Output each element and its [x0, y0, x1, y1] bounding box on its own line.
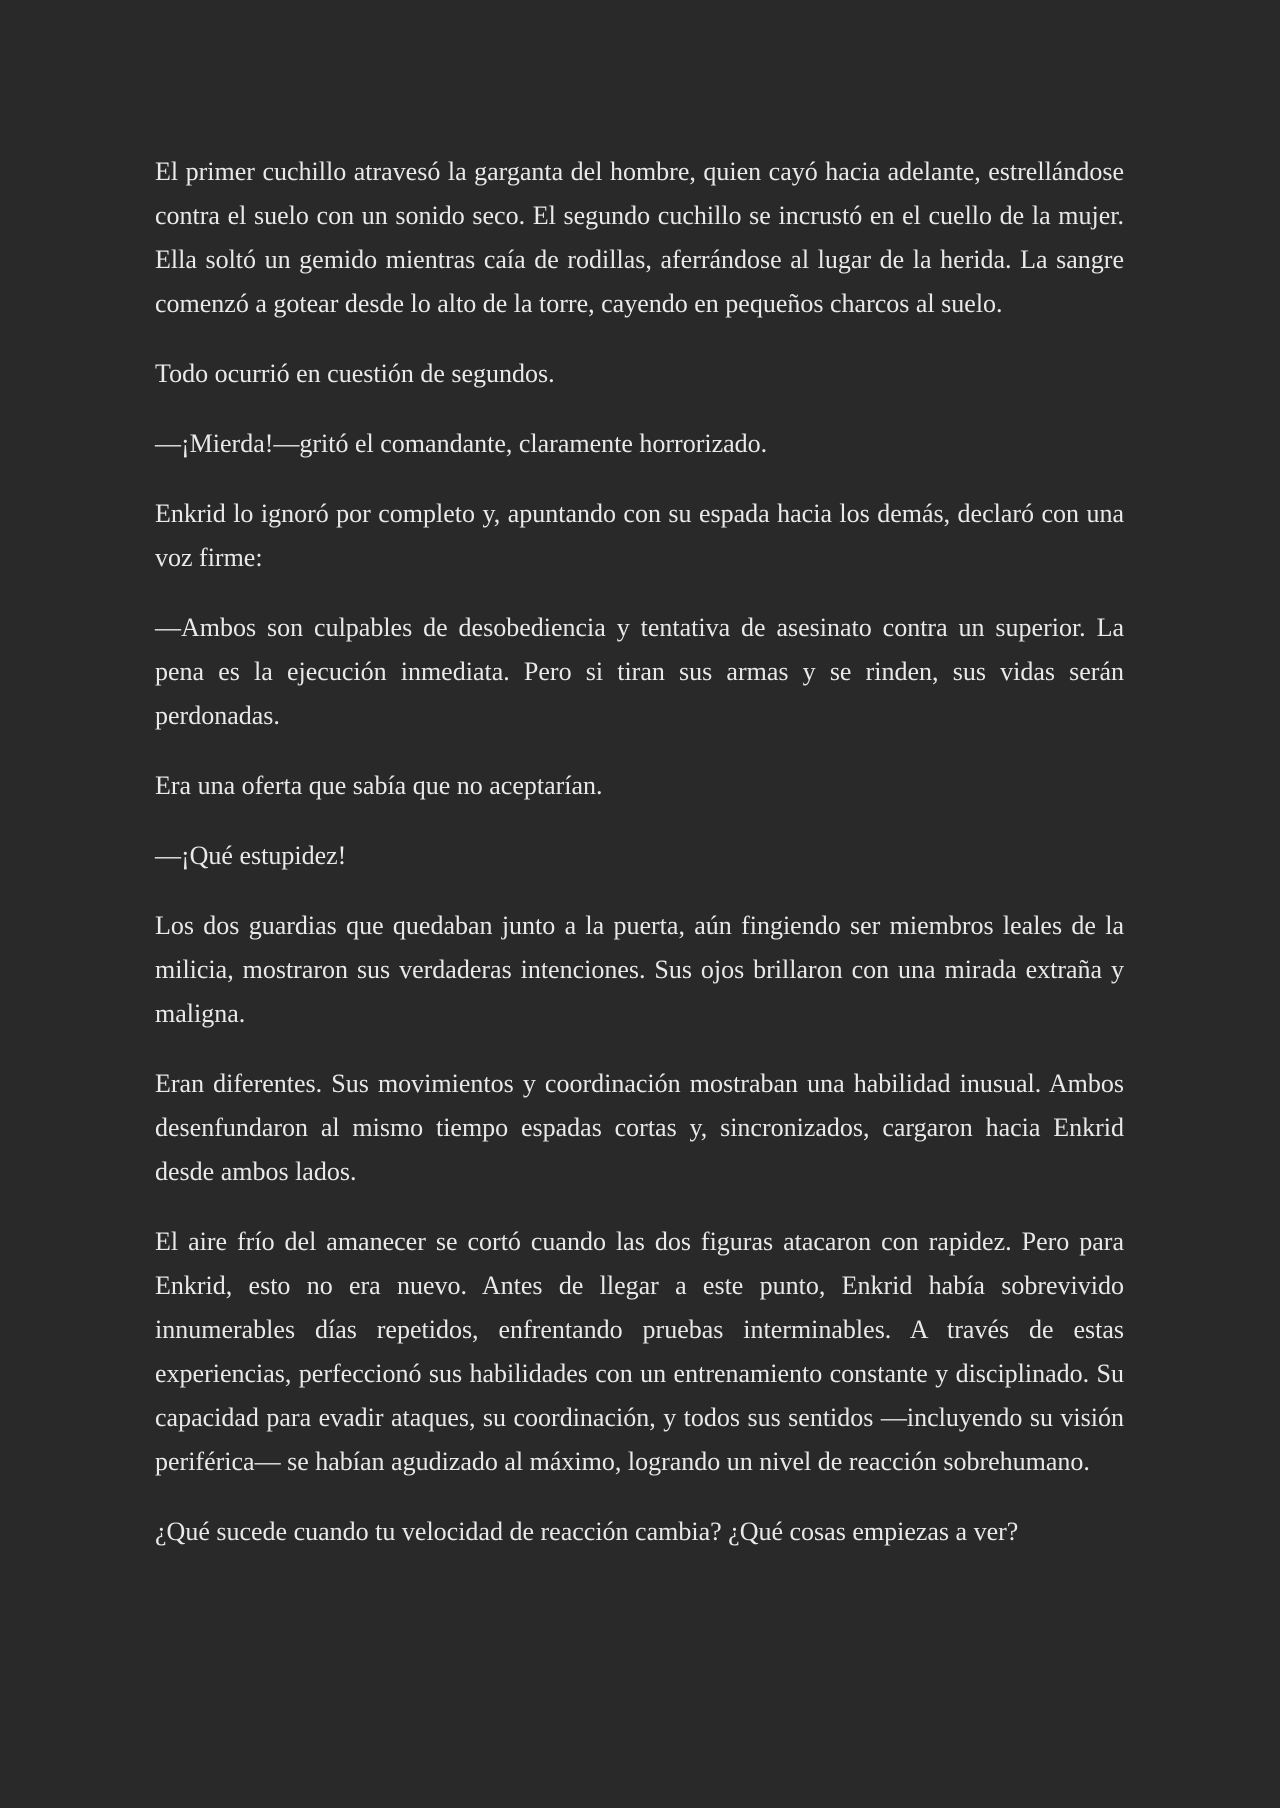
paragraph-5: —Ambos son culpables de desobediencia y tentativa de asesinato contra un superior. La pena es la ejecución inmediata. Pero si tiran sus armas y se rinden, sus vidas serán perdonadas. — [155, 613, 1124, 730]
paragraph-3: —¡Mierda!—gritó el comandante, claramente horrorizado. — [155, 429, 768, 458]
paragraph-2: Todo ocurrió en cuestión de segundos. — [155, 359, 555, 388]
paragraph-9: Eran diferentes. Sus movimientos y coordinación mostraban una habilidad inusual. Ambos desenfundaron al mismo tiempo espadas cortas y, sincronizados, cargaron hacia Enkrid desde ambos lados. — [155, 1069, 1124, 1186]
paragraph-6: Era una oferta que sabía que no aceptarían. — [155, 771, 603, 800]
paragraph-4: Enkrid lo ignoró por completo y, apuntando con su espada hacia los demás, declaró con una voz firme: — [155, 499, 1124, 572]
paragraph-1: El primer cuchillo atravesó la garganta del hombre, quien cayó hacia adelante, estrellándose contra el suelo con un sonido seco. El segundo cuchillo se incrustó en el cuello de la mujer. Ella soltó un gemido mientras caía de rodillas, aferrándose al lugar de la herida. La sangre comenzó a gotear desde lo alto de la torre, cayendo en pequeños charcos al suelo. — [155, 157, 1124, 318]
paragraph-10: El aire frío del amanecer se cortó cuando las dos figuras atacaron con rapidez. Pero para Enkrid, esto no era nuevo. Antes de llegar a este punto, Enkrid había sobrevivido innumerables días repetidos, enfrentando pruebas interminables. A través de estas experiencias, perfeccionó sus habilidades con un entrenamiento constante y disciplinado. Su capacidad para evadir ataques, su coordinación, y todos sus sentidos —incluyendo su visión periférica— se habían agudizado al máximo, logrando un nivel de reacción sobrehumano. — [155, 1227, 1124, 1476]
chapter-text — [155, 150, 1124, 1554]
paragraph-8: Los dos guardias que quedaban junto a la puerta, aún fingiendo ser miembros leales de la milicia, mostraron sus verdaderas intenciones. Sus ojos brillaron con una mirada extraña y maligna. — [155, 911, 1124, 1028]
paragraph-11: ¿Qué sucede cuando tu velocidad de reacción cambia? ¿Qué cosas empiezas a ver? — [155, 1517, 1019, 1546]
paragraph-7: —¡Qué estupidez! — [155, 841, 347, 870]
